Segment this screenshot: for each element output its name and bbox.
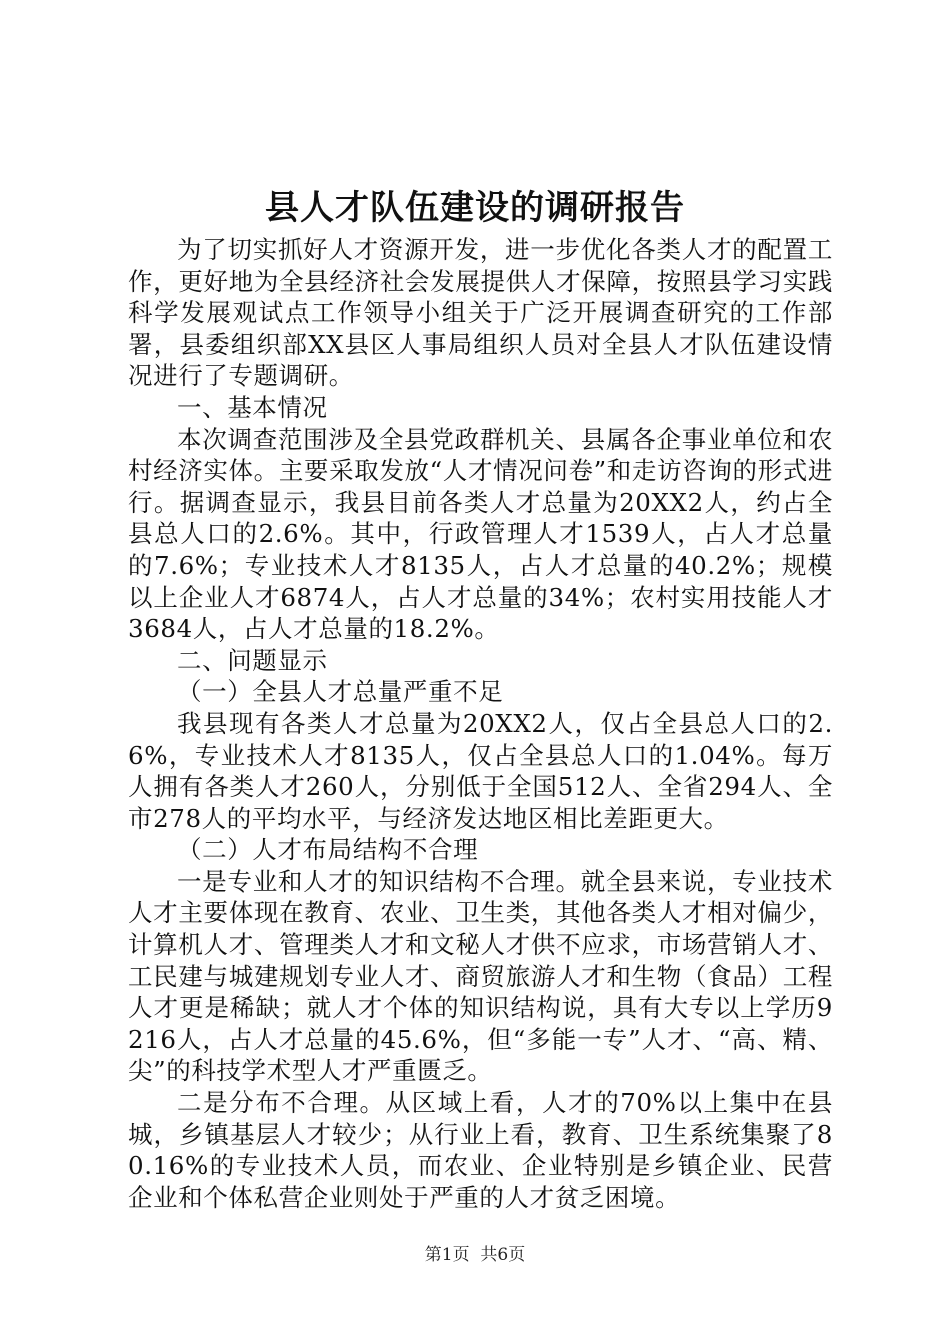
subheading-structure-issue: （二）人才布局结构不合理: [177, 835, 479, 865]
knowledge-structure-paragraph: 一是专业和人才的知识结构不合理。就全县来说，专业技术人才主要体现在教育、农业、卫生类，其他各类人才相对偏少，计算机人才、管理类人才和文秘人才供不应求，市场营销人才、工民建与城建规划专业人才、商贸旅游人才和生物（食品）工程人才更是稀缺；就人才个体的知识结构说，具有大专以上学历9216人，占人才总量的45.6%，但“多能一专”人才、“高、精、尖”的科技学术型人才严重匮乏。: [128, 866, 833, 1086]
talent-shortage-paragraph: 我县现有各类人才总量为20XX2人，仅占全县总人口的2.6%，专业技术人才8135人，仅占全县总人口的1.04%。每万人拥有各类人才260人，分别低于全国512人、全省294人、全市278人的平均水平，与经济发达地区相比差距更大。: [128, 708, 833, 833]
basic-situation-paragraph: 本次调查范围涉及全县党政群机关、县属各企事业单位和农村经济实体。主要采取发放“人才情况问卷”和走访咨询的形式进行。据调查显示，我县目前各类人才总量为20XX2人，约占全县总人口的2.6%。其中，行政管理人才1539人，占人才总量的7.6%；专业技术人才8135人，占人才总量的40.2%；规模以上企业人才6874人，占人才总量的34%；农村实用技能人才3684人，占人才总量的18.2%。: [128, 424, 833, 644]
document-title: 县人才队伍建设的调研报告: [265, 188, 685, 228]
section-heading-problems: 二、问题显示: [177, 645, 328, 675]
subheading-talent-shortage: （一）全县人才总量严重不足: [177, 677, 504, 707]
page-footer: [0, 1243, 950, 1267]
section-heading-basic-situation: 一、基本情况: [177, 392, 328, 422]
document-body: [128, 234, 833, 1213]
intro-paragraph: 为了切实抓好人才资源开发，进一步优化各类人才的配置工作，更好地为全县经济社会发展提供人才保障，按照县学习实践科学发展观试点工作领导小组关于广泛开展调查研究的工作部署，县委组织部XX县区人事局组织人员对全县人才队伍建设情况进行了专题调研。: [128, 235, 833, 391]
distribution-paragraph: 二是分布不合理。从区域上看，人才的70%以上集中在县城，乡镇基层人才较少；从行业上看，教育、卫生系统集聚了80.16%的专业技术人员，而农业、企业特别是乡镇企业、民营企业和个体私营企业则处于严重的人才贫乏困境。: [128, 1088, 833, 1212]
page-number: 第1页 共6页: [424, 1245, 526, 1265]
